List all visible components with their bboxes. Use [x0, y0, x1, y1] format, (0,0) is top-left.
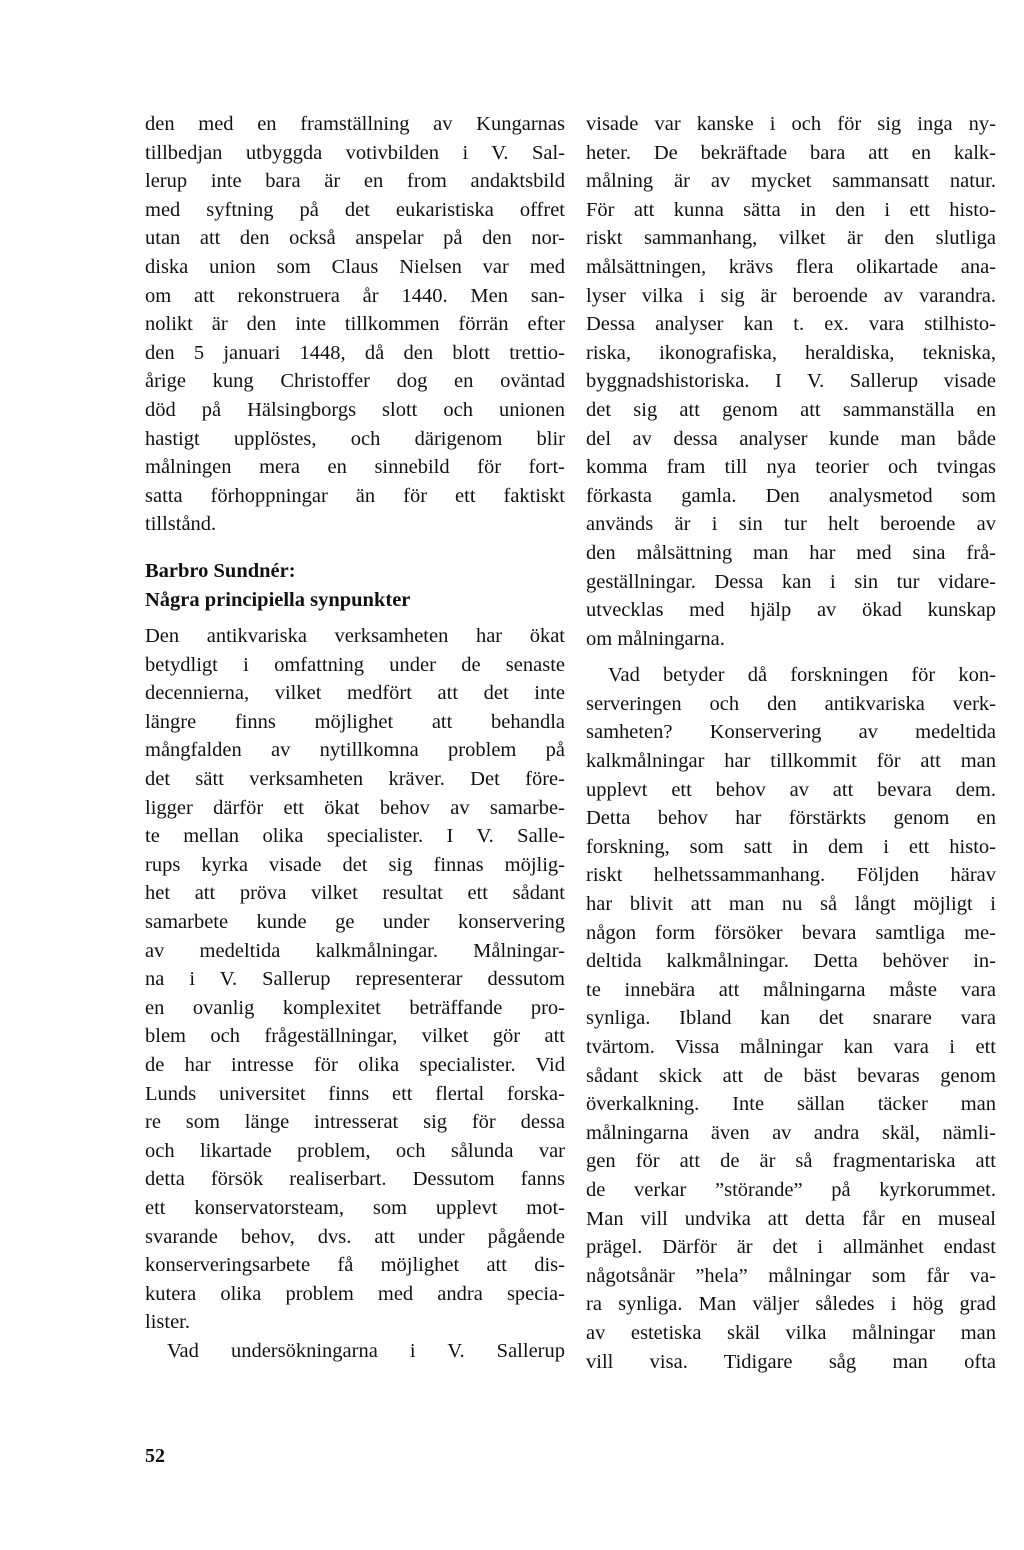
text-line: överkalkning. Inte sällan täcker man: [586, 1093, 996, 1116]
heading-gap: [145, 614, 565, 622]
text-line: om målningarna.: [586, 627, 725, 650]
text-line: en ovanlig komplexitet beträffande pro-: [145, 996, 565, 1019]
text-line: decennierna, vilket medfört att det inte: [145, 682, 565, 705]
section-gap: [145, 539, 565, 557]
text-line: Detta behov har förstärkts genom en: [586, 807, 996, 830]
text-line: het att pröva vilket resultat ett sådant: [145, 882, 565, 905]
text-line: målsättningen, krävs flera olikartade ana-: [586, 255, 996, 278]
text-line: målningarna även av andra skäl, nämli-: [586, 1121, 996, 1144]
text-line: satta förhoppningar än för ett faktiskt: [145, 484, 565, 507]
text-line: geställningar. Dessa kan i sin tur vidare-: [586, 570, 996, 593]
text-line: na i V. Sallerup representerar dessutom: [145, 968, 565, 991]
text-line: de verkar ”störande” på kyrkorummet.: [586, 1178, 996, 1201]
text-line: den med en framställning av Kungarnas: [145, 113, 565, 135]
text-line: betydligt i omfattning under de senaste: [145, 653, 565, 676]
text-line: död på Hälsingborgs slott och unionen: [145, 398, 565, 421]
text-line: nolikt är den inte tillkommen förrän efter: [145, 313, 565, 336]
text-line: det sig att genom att sammanställa en: [586, 398, 996, 421]
right-paragraph-1: [586, 110, 996, 653]
text-line: målningen mera en sinnebild för fort-: [145, 456, 565, 479]
text-line: någotsånär ”hela” målningar som får va-: [586, 1264, 996, 1287]
text-line: te innebära att målningarna måste vara: [586, 978, 996, 1001]
left-paragraph-2: [145, 622, 565, 1337]
section-author: Barbro Sundnér:: [145, 559, 296, 582]
text-line: de har intresse för olika specialister. Vid: [145, 1054, 565, 1076]
text-line: om att rekonstruera år 1440. Men san-: [145, 284, 565, 307]
text-line: byggnadshistoriska. I V. Sallerup visade: [586, 370, 996, 393]
text-line: den målsättning man har med sina frå-: [586, 541, 996, 564]
text-line: längre finns möjlighet att behandla: [145, 710, 565, 733]
text-line: sådant skick att de bäst bevaras genom: [586, 1064, 996, 1087]
right-paragraph-2: [586, 661, 996, 1376]
text-line: visade var kanske i och för sig inga ny-: [586, 113, 996, 135]
text-line: den 5 januari 1448, då den blott trettio-: [145, 341, 565, 364]
text-line: ett konservatorsteam, som upplevt mot-: [145, 1196, 565, 1219]
text-line: vill visa. Tidigare såg man ofta: [586, 1350, 996, 1373]
text-line: kutera olika problem med andra specia-: [145, 1282, 565, 1305]
text-line: mångfalden av nytillkomna problem på: [145, 739, 565, 762]
page-number: 52: [145, 1445, 165, 1467]
text-line: synliga. Ibland kan det snarare vara: [586, 1007, 996, 1030]
text-line: riskt helhetssammanhang. Följden härav: [586, 864, 996, 887]
section-title: Några principiella synpunkter: [145, 588, 411, 611]
text-line: ligger därför ett ökat behov av samarbe-: [145, 796, 565, 819]
text-line: samheten? Konservering av medeltida: [586, 721, 996, 744]
text-line: tillstånd.: [145, 513, 217, 536]
text-line: detta försök realiserbart. Dessutom fanns: [145, 1168, 565, 1191]
text-line: ra synliga. Man väljer således i hög grad: [586, 1293, 996, 1316]
left-paragraph-1: [145, 110, 565, 539]
text-line: Lunds universitet finns ett flertal forska-: [145, 1082, 565, 1105]
text-line: utan att den också anspelar på den nor-: [145, 227, 565, 250]
left-paragraph-3: [145, 1337, 565, 1366]
text-line: gen för att de är så fragmentariska att: [586, 1150, 996, 1173]
text-line: rups kyrka visade det sig finnas möjlig-: [145, 853, 565, 876]
text-line: lister.: [145, 1311, 190, 1334]
text-line: utvecklas med hjälp av ökad kunskap: [586, 599, 996, 622]
text-line: riskt sammanhang, vilket är den slutliga: [586, 227, 996, 250]
text-line: blem och frågeställningar, vilket gör att: [145, 1025, 565, 1048]
text-line: konserveringsarbete få möjlighet att dis-: [145, 1254, 565, 1277]
text-line: hastigt upplöstes, och därigenom blir: [145, 427, 565, 450]
text-line: med syftning på det eukaristiska offret: [145, 198, 565, 221]
text-line: tillbedjan utbyggda votivbilden i V. Sal-: [145, 141, 565, 164]
text-line: Dessa analyser kan t. ex. vara stilhisto-: [586, 313, 996, 336]
text-line: diska union som Claus Nielsen var med: [145, 255, 565, 278]
text-line: tvärtom. Vissa målningar kan vara i ett: [586, 1036, 996, 1058]
text-line: kalkmålningar har tillkommit för att man: [586, 750, 996, 773]
text-line: målning är av mycket sammansatt natur.: [586, 170, 996, 193]
text-line: lerup inte bara är en from andaktsbild: [145, 170, 565, 193]
text-line: upplevt ett behov av att bevara dem.: [586, 778, 996, 801]
text-line: lyser vilka i sig är beroende av varandra.: [586, 284, 996, 307]
text-line: årige kung Christoffer dog en oväntad: [145, 370, 565, 393]
left-column: [145, 110, 565, 1366]
text-line: förkasta gamla. Den analysmetod som: [586, 484, 996, 507]
text-line: Vad betyder då forskningen för kon-: [608, 664, 996, 687]
text-line: Vad undersökningarna i V. Sallerup: [167, 1339, 565, 1362]
text-line: används är i sin tur helt beroende av: [586, 513, 996, 536]
text-line: del av dessa analyser kunde man både: [586, 427, 996, 450]
text-line: serveringen och den antikvariska verk-: [586, 692, 996, 715]
text-line: Man vill undvika att detta får en museal: [586, 1207, 996, 1230]
text-line: För att kunna sätta in den i ett histo-: [586, 198, 996, 221]
text-line: av estetiska skäl vilka målningar man: [586, 1321, 996, 1344]
text-line: riska, ikonografiska, heraldiska, tekniska,: [586, 341, 996, 364]
text-line: prägel. Därför är det i allmänhet endast: [586, 1236, 996, 1259]
right-column: [586, 110, 996, 1376]
text-line: har blivit att man nu så långt möjligt i: [586, 893, 996, 916]
text-line: forskning, som satt in dem i ett histo-: [586, 835, 996, 858]
text-line: svarande behov, dvs. att under pågående: [145, 1225, 565, 1248]
text-line: samarbete kunde ge under konservering: [145, 911, 565, 934]
paragraph-gap: [586, 653, 996, 661]
text-line: re som länge intresserat sig för dessa: [145, 1111, 565, 1134]
text-line: av medeltida kalkmålningar. Målningar-: [145, 939, 565, 962]
text-line: det sätt verksamheten kräver. Det före-: [145, 768, 565, 791]
text-line: komma fram till nya teorier och tvingas: [586, 456, 996, 479]
text-line: och likartade problem, och sålunda var: [145, 1139, 565, 1162]
text-line: Den antikvariska verksamheten har ökat: [145, 625, 565, 648]
text-line: te mellan olika specialister. I V. Salle-: [145, 825, 565, 848]
text-line: heter. De bekräftade bara att en kalk-: [586, 141, 996, 164]
text-line: deltida kalkmålningar. Detta behöver in-: [586, 950, 996, 973]
text-line: någon form försöker bevara samtliga me-: [586, 921, 996, 944]
